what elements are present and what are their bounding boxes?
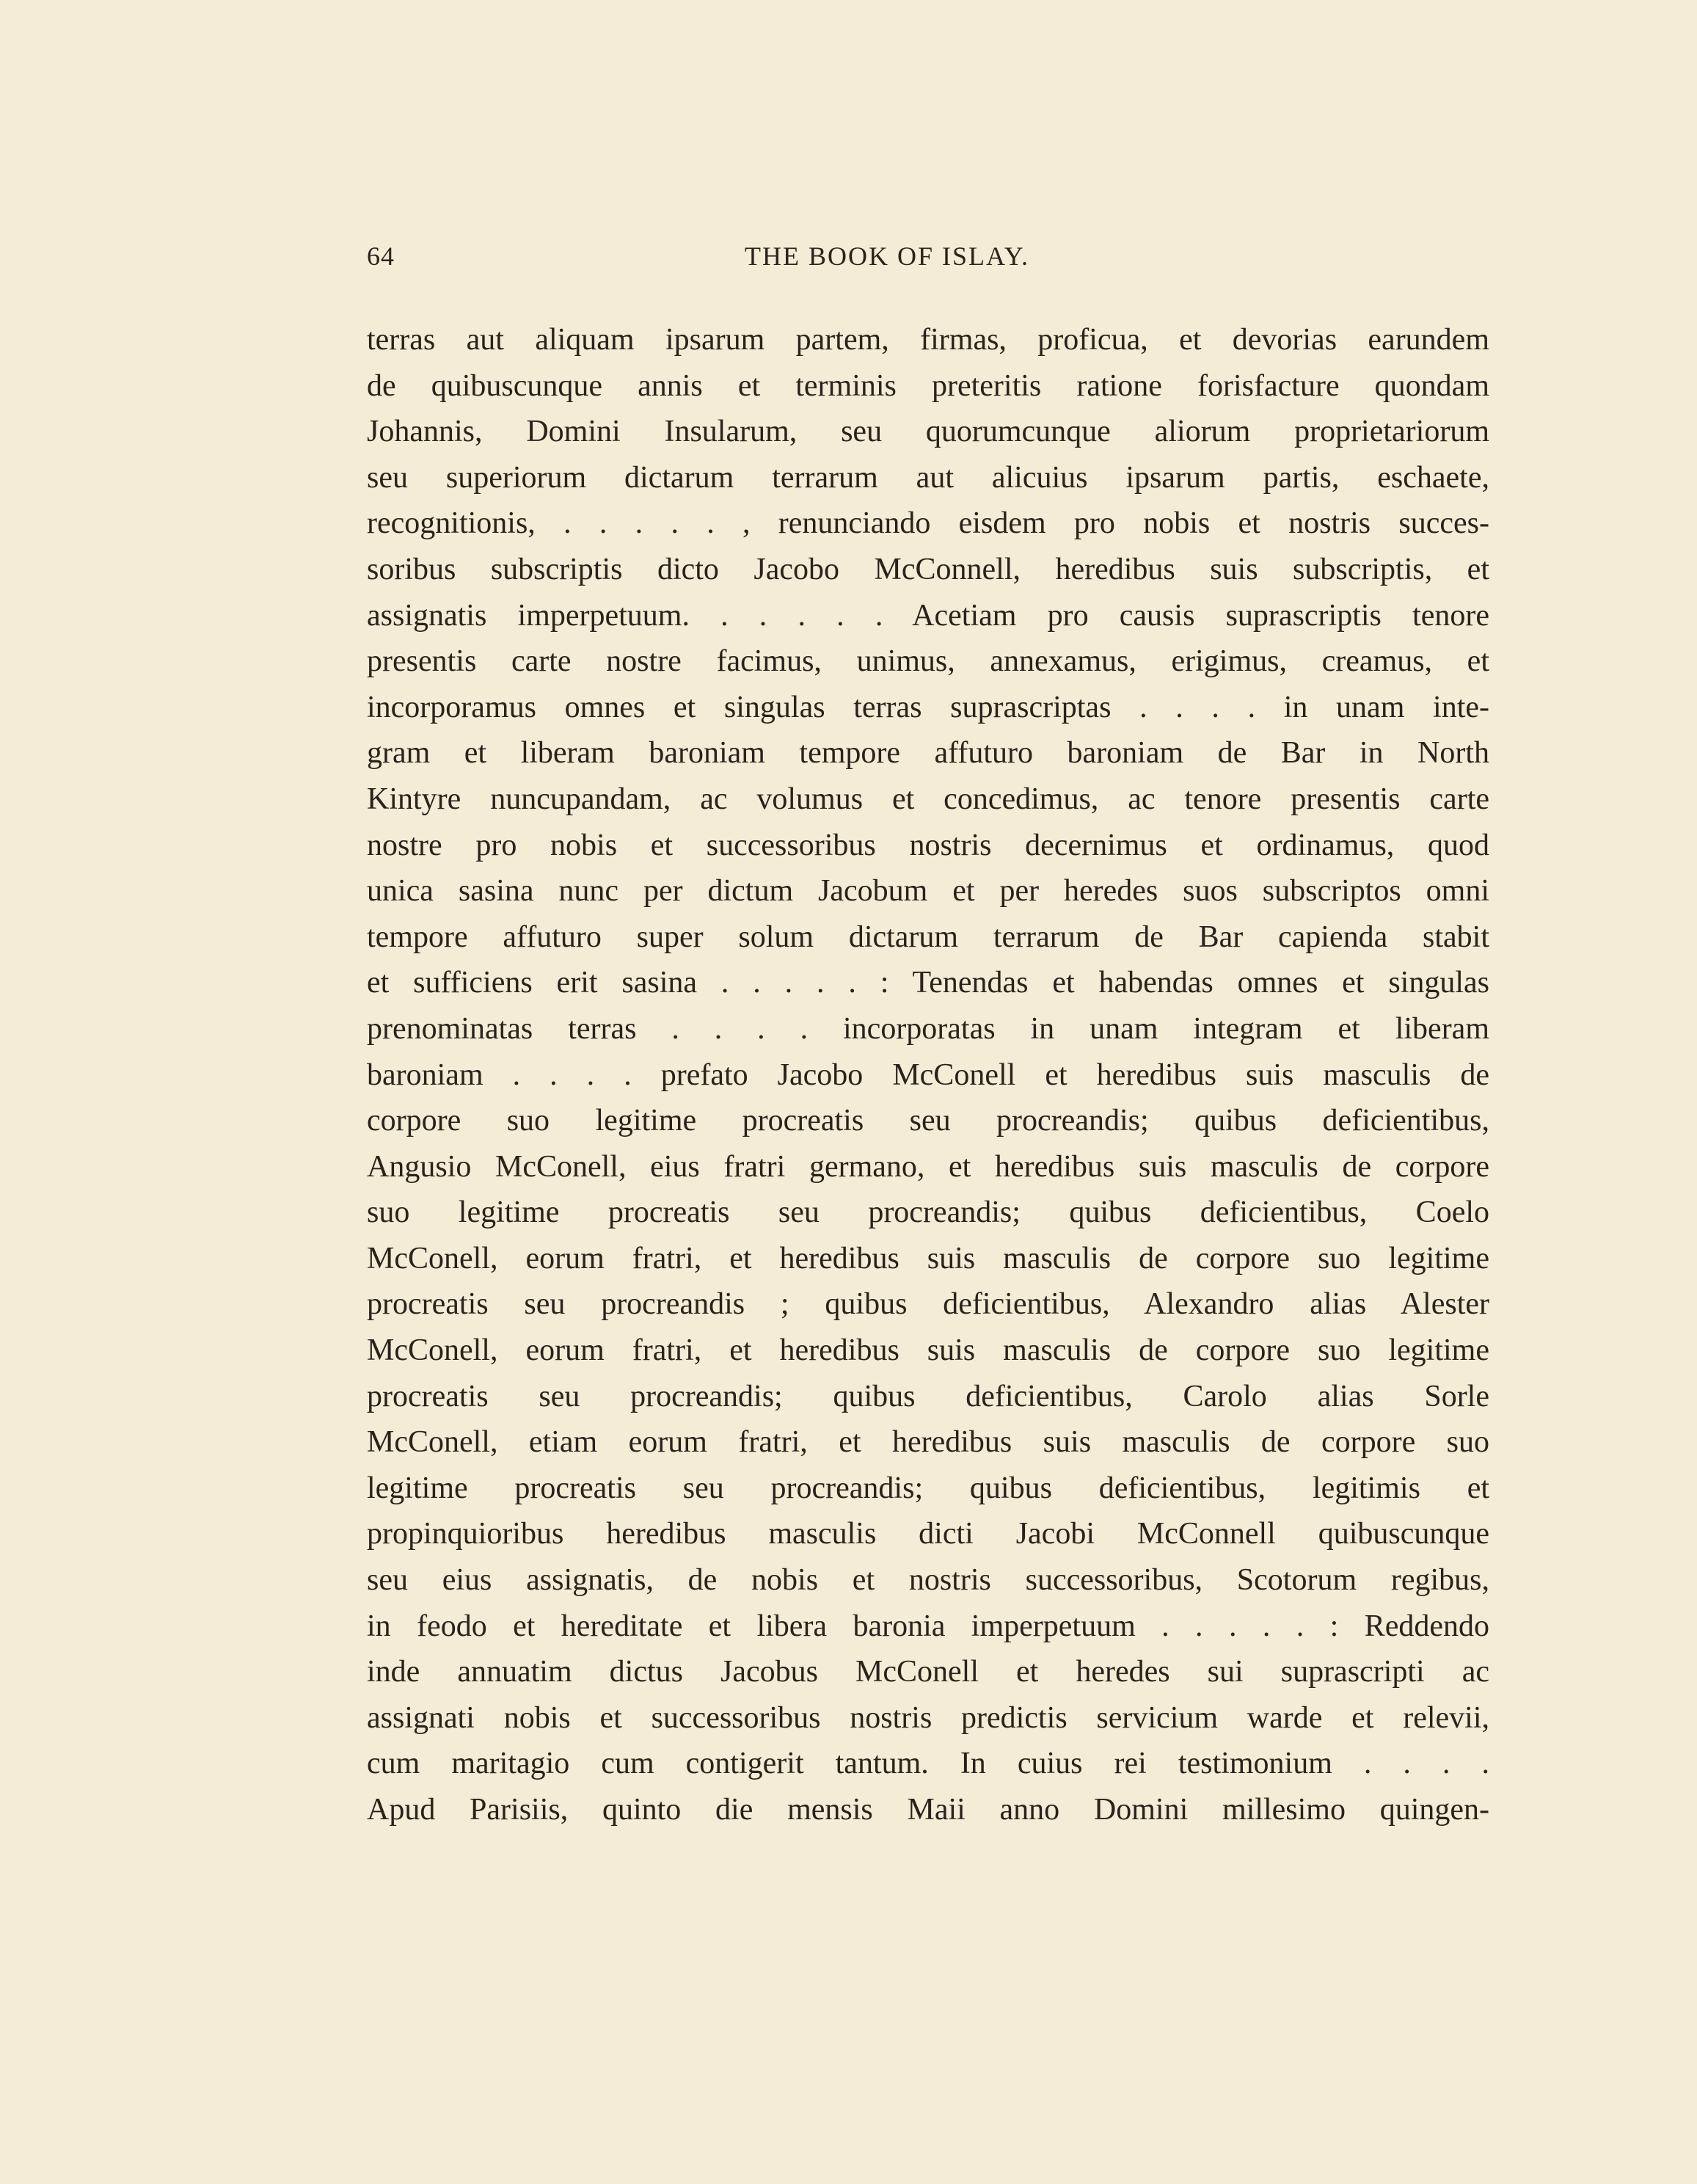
text-line: procreatis seu procreandis; quibus deficientibus, Carolo alias Sorle: [367, 1379, 1489, 1413]
text-line: baroniam . . . . prefato Jacobo McConell et heredibus suis masculis de: [367, 1058, 1489, 1092]
text-line: tempore affuturo super solum dictarum terrarum de Bar capienda stabit: [367, 920, 1489, 954]
text-line: presentis carte nostre facimus, unimus, annexamus, erigimus, creamus, et: [367, 644, 1489, 679]
text-line: corpore suo legitime procreatis seu procreandis; quibus deficientibus,: [367, 1104, 1489, 1138]
text-line: unica sasina nunc per dictum Jacobum et per heredes suos subscriptos omni: [367, 874, 1489, 909]
text-line: cum maritagio cum contigerit tantum. In cuius rei testimonium . . . .: [367, 1747, 1489, 1781]
text-line: soribus subscriptis dicto Jacobo McConnell, heredibus suis subscriptis, et: [367, 552, 1489, 586]
text-line: McConell, etiam eorum fratri, et heredibus suis masculis de corpore suo: [367, 1425, 1489, 1460]
text-line: assignati nobis et successoribus nostris predictis servicium warde et relevii,: [367, 1700, 1489, 1735]
text-line: seu eius assignatis, de nobis et nostris successoribus, Scotorum regibus,: [367, 1563, 1489, 1598]
running-title: THE BOOK OF ISLAY.: [745, 241, 1030, 271]
text-line: Kintyre nuncupandam, ac volumus et concedimus, ac tenore presentis carte: [367, 782, 1489, 816]
text-line: assignatis imperpetuum. . . . . . Acetiam pro causis suprascriptis tenore: [367, 598, 1489, 633]
text-line: terras aut aliquam ipsarum partem, firmas, proficua, et devorias earundem: [367, 323, 1489, 357]
page-number: 64: [367, 241, 395, 271]
body-text: [367, 317, 1489, 1833]
text-line: suo legitime procreatis seu procreandis; quibus deficientibus, Coelo: [367, 1195, 1489, 1230]
text-line: Johannis, Domini Insularum, seu quorumcunque aliorum proprietariorum: [367, 415, 1489, 449]
text-line: gram et liberam baroniam tempore affuturo baroniam de Bar in North: [367, 736, 1489, 771]
running-head: [367, 241, 1489, 276]
text-line: McConell, eorum fratri, et heredibus suis masculis de corpore suo legitime: [367, 1241, 1489, 1275]
text-line: propinquioribus heredibus masculis dicti Jacobi McConnell quibuscunque: [367, 1517, 1489, 1551]
text-line: legitime procreatis seu procreandis; quibus deficientibus, legitimis et: [367, 1471, 1489, 1505]
text-line: nostre pro nobis et successoribus nostris decernimus et ordinamus, quod: [367, 828, 1489, 862]
text-line: Apud Parisiis, quinto die mensis Maii anno Domini millesimo quingen-: [367, 1793, 1489, 1827]
text-line: prenominatas terras . . . . incorporatas in unam integram et liberam: [367, 1011, 1489, 1046]
text-line: in feodo et hereditate et libera baronia imperpetuum . . . . . : Reddendo: [367, 1609, 1489, 1643]
text-line: recognitionis, . . . . . , renunciando eisdem pro nobis et nostris succes-: [367, 506, 1489, 541]
text-line: de quibuscunque annis et terminis preteritis ratione forisfacture quondam: [367, 368, 1489, 403]
text-line: inde annuatim dictus Jacobus McConell et heredes sui suprascripti ac: [367, 1655, 1489, 1689]
text-line: Angusio McConell, eius fratri germano, et heredibus suis masculis de corpore: [367, 1149, 1489, 1184]
text-line: et sufficiens erit sasina . . . . . : Tenendas et habendas omnes et singulas: [367, 966, 1489, 1000]
text-line: McConell, eorum fratri, et heredibus suis masculis de corpore suo legitime: [367, 1333, 1489, 1368]
text-line: incorporamus omnes et singulas terras suprascriptas . . . . in unam inte-: [367, 690, 1489, 724]
text-line: procreatis seu procreandis ; quibus deficientibus, Alexandro alias Alester: [367, 1287, 1489, 1322]
text-line: seu superiorum dictarum terrarum aut alicuius ipsarum partis, eschaete,: [367, 460, 1489, 495]
